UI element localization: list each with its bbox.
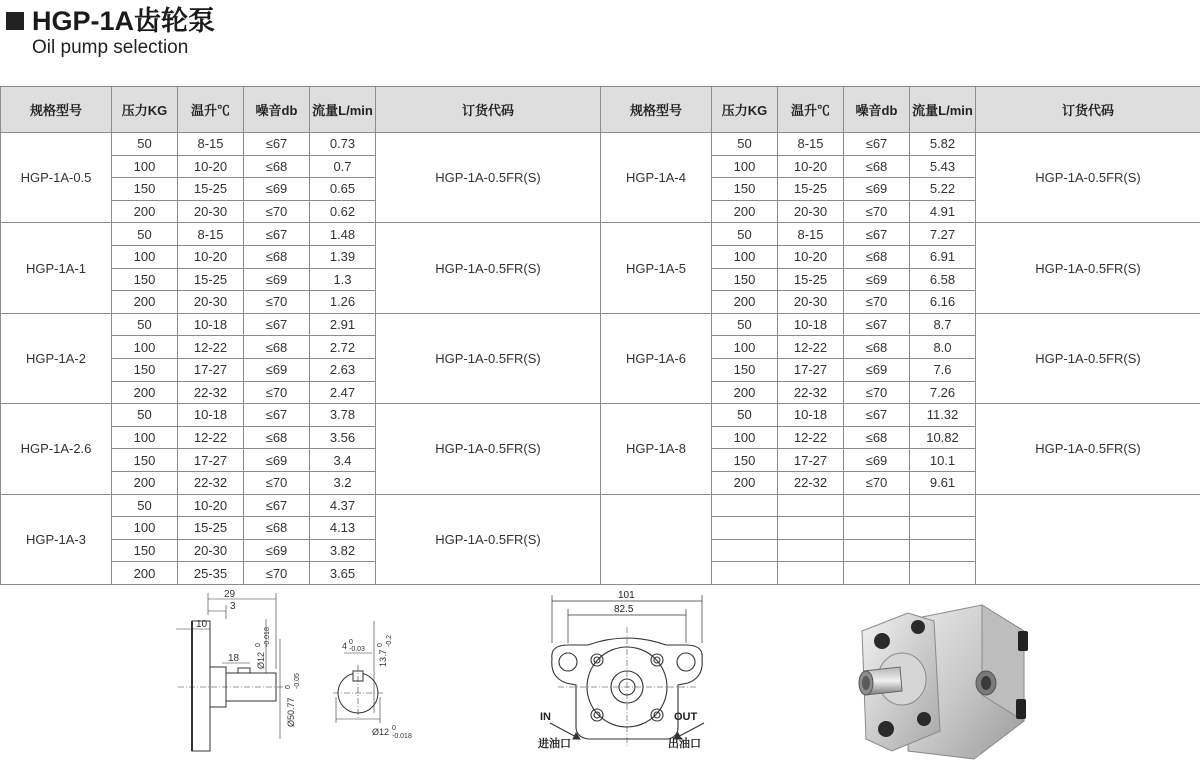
right-flow-cell: 11.32: [910, 404, 976, 427]
left-code-cell: HGP-1A-0.5FR(S): [376, 133, 601, 223]
right-pressure-cell: 100: [712, 245, 778, 268]
left-noise-cell: ≤70: [244, 200, 310, 223]
right-noise-cell: ≤70: [844, 381, 910, 404]
left-pressure-cell: 50: [112, 404, 178, 427]
right-noise-cell: [844, 539, 910, 562]
right-pressure-cell: 100: [712, 155, 778, 178]
right-pressure-cell: [712, 539, 778, 562]
right-pressure-cell: 200: [712, 291, 778, 314]
left-pressure-cell: 50: [112, 494, 178, 517]
left-temp-cell: 22-32: [178, 381, 244, 404]
side-view-drawing: [168, 589, 458, 769]
right-pressure-cell: 150: [712, 449, 778, 472]
right-pressure-cell: 150: [712, 358, 778, 381]
left-temp-cell: 25-35: [178, 562, 244, 585]
left-flow-cell: 3.78: [310, 404, 376, 427]
right-noise-cell: [844, 494, 910, 517]
right-pressure-cell: 100: [712, 426, 778, 449]
right-temp-cell: 17-27: [778, 358, 844, 381]
right-temp-cell: [778, 494, 844, 517]
left-model-cell: HGP-1A-2.6: [1, 404, 112, 494]
left-noise-cell: ≤67: [244, 494, 310, 517]
left-temp-cell: 15-25: [178, 178, 244, 201]
right-flow-cell: 5.82: [910, 133, 976, 156]
right-noise-cell: ≤70: [844, 200, 910, 223]
left-temp-cell: 10-20: [178, 155, 244, 178]
right-pressure-cell: 200: [712, 471, 778, 494]
left-flow-cell: 2.91: [310, 313, 376, 336]
key-width-tol-label: -0.03: [349, 646, 365, 653]
left-temp-cell: 17-27: [178, 358, 244, 381]
left-pressure-cell: 150: [112, 539, 178, 562]
left-noise-cell: ≤68: [244, 517, 310, 540]
table-body: [1, 133, 1200, 585]
dim-29-label: 29: [224, 589, 236, 600]
left-pressure-cell: 100: [112, 336, 178, 359]
left-pressure-cell: 200: [112, 200, 178, 223]
left-flow-cell: 1.48: [310, 223, 376, 246]
right-pressure-cell: [712, 562, 778, 585]
header-flow: 流量L/min: [310, 87, 376, 133]
right-flow-cell: 9.61: [910, 471, 976, 494]
left-flow-cell: 0.73: [310, 133, 376, 156]
right-model-cell: HGP-1A-4: [601, 133, 712, 223]
right-temp-cell: 10-20: [778, 245, 844, 268]
left-pressure-cell: 100: [112, 426, 178, 449]
left-code-cell: HGP-1A-0.5FR(S): [376, 223, 601, 313]
right-flow-cell: 5.22: [910, 178, 976, 201]
shaft-tol-top-label: 0: [255, 643, 262, 647]
header-noise: 噪音db: [244, 87, 310, 133]
right-noise-cell: ≤69: [844, 449, 910, 472]
left-noise-cell: ≤70: [244, 381, 310, 404]
left-noise-cell: ≤67: [244, 223, 310, 246]
header-order-code: 订货代码: [976, 87, 1200, 133]
out-port-label: OUT: [674, 711, 698, 723]
left-model-cell: HGP-1A-1: [1, 223, 112, 313]
left-code-cell: HGP-1A-0.5FR(S): [376, 404, 601, 494]
right-temp-cell: 22-32: [778, 381, 844, 404]
right-flow-cell: 7.27: [910, 223, 976, 246]
dim-3-label: 3: [230, 601, 236, 612]
left-temp-cell: 15-25: [178, 517, 244, 540]
key-height-tol-top-label: 0: [377, 643, 384, 647]
right-temp-cell: 12-22: [778, 336, 844, 359]
right-code-cell: HGP-1A-0.5FR(S): [976, 313, 1200, 403]
key-dia-tol-label: -0.018: [392, 733, 412, 740]
left-pressure-cell: 100: [112, 155, 178, 178]
pump-spec-table: [0, 86, 1200, 585]
right-temp-cell: 20-30: [778, 200, 844, 223]
left-noise-cell: ≤68: [244, 426, 310, 449]
left-noise-cell: ≤69: [244, 539, 310, 562]
left-noise-cell: ≤69: [244, 268, 310, 291]
right-code-cell: HGP-1A-0.5FR(S): [976, 404, 1200, 494]
right-flow-cell: [910, 517, 976, 540]
key-dia-label: Ø12: [372, 727, 389, 737]
dim-18-label: 18: [228, 653, 240, 664]
table-row: [1, 404, 1200, 427]
right-temp-cell: [778, 562, 844, 585]
right-noise-cell: ≤70: [844, 471, 910, 494]
right-flow-cell: [910, 494, 976, 517]
right-noise-cell: ≤69: [844, 268, 910, 291]
header-noise: 噪音db: [844, 87, 910, 133]
header-temp-rise: 温升℃: [778, 87, 844, 133]
right-flow-cell: 6.91: [910, 245, 976, 268]
right-temp-cell: [778, 539, 844, 562]
left-noise-cell: ≤69: [244, 449, 310, 472]
right-noise-cell: ≤67: [844, 223, 910, 246]
left-noise-cell: ≤68: [244, 245, 310, 268]
right-flow-cell: 6.58: [910, 268, 976, 291]
dim-101-label: 101: [618, 590, 635, 601]
key-dia-tol-top-label: 0: [392, 725, 396, 732]
right-noise-cell: ≤70: [844, 291, 910, 314]
right-pressure-cell: 50: [712, 313, 778, 336]
left-pressure-cell: 200: [112, 381, 178, 404]
left-temp-cell: 10-18: [178, 313, 244, 336]
right-noise-cell: ≤67: [844, 313, 910, 336]
left-flow-cell: 2.72: [310, 336, 376, 359]
pump-photo: [852, 591, 1036, 773]
right-code-cell: HGP-1A-0.5FR(S): [976, 223, 1200, 313]
in-port-label: IN: [540, 711, 551, 723]
left-pressure-cell: 150: [112, 449, 178, 472]
left-flow-cell: 1.39: [310, 245, 376, 268]
left-model-cell: HGP-1A-0.5: [1, 133, 112, 223]
right-temp-cell: 10-18: [778, 404, 844, 427]
left-noise-cell: ≤67: [244, 133, 310, 156]
left-noise-cell: ≤70: [244, 562, 310, 585]
left-pressure-cell: 50: [112, 223, 178, 246]
left-noise-cell: ≤70: [244, 291, 310, 314]
right-noise-cell: ≤69: [844, 178, 910, 201]
key-width-label: 4: [342, 641, 347, 651]
shaft-dia-label: Ø12: [256, 652, 266, 669]
left-flow-cell: 1.3: [310, 268, 376, 291]
left-flow-cell: 3.65: [310, 562, 376, 585]
right-pressure-cell: 100: [712, 336, 778, 359]
right-pressure-cell: [712, 494, 778, 517]
front-view-drawing: [528, 587, 728, 775]
right-pressure-cell: 50: [712, 404, 778, 427]
right-code-cell: HGP-1A-0.5FR(S): [976, 133, 1200, 223]
right-temp-cell: 15-25: [778, 178, 844, 201]
left-flow-cell: 4.13: [310, 517, 376, 540]
title-block: [6, 6, 215, 59]
right-code-cell: [976, 494, 1200, 584]
drawings-area: [0, 584, 1200, 777]
right-flow-cell: [910, 562, 976, 585]
right-noise-cell: ≤68: [844, 336, 910, 359]
right-temp-cell: 20-30: [778, 291, 844, 314]
right-temp-cell: 10-18: [778, 313, 844, 336]
left-flow-cell: 4.37: [310, 494, 376, 517]
left-pressure-cell: 100: [112, 517, 178, 540]
left-flow-cell: 0.7: [310, 155, 376, 178]
right-temp-cell: [778, 517, 844, 540]
left-flow-cell: 0.65: [310, 178, 376, 201]
right-pressure-cell: 200: [712, 381, 778, 404]
right-noise-cell: ≤68: [844, 426, 910, 449]
in-port-cn-label: 进油口: [537, 736, 571, 750]
left-temp-cell: 20-30: [178, 539, 244, 562]
right-flow-cell: 7.6: [910, 358, 976, 381]
right-noise-cell: ≤67: [844, 133, 910, 156]
right-temp-cell: 10-20: [778, 155, 844, 178]
right-flow-cell: 5.43: [910, 155, 976, 178]
right-model-cell: HGP-1A-6: [601, 313, 712, 403]
right-model-cell: HGP-1A-8: [601, 404, 712, 494]
right-noise-cell: ≤68: [844, 155, 910, 178]
left-flow-cell: 3.4: [310, 449, 376, 472]
header-model: 规格型号: [1, 87, 112, 133]
header-temp-rise: 温升℃: [178, 87, 244, 133]
table-row: [1, 494, 1200, 517]
right-temp-cell: 12-22: [778, 426, 844, 449]
table-row: [1, 133, 1200, 156]
left-flow-cell: 3.2: [310, 471, 376, 494]
left-pressure-cell: 150: [112, 178, 178, 201]
page-title: [6, 6, 215, 36]
out-port-cn-label: 出油口: [668, 736, 701, 750]
right-temp-cell: 8-15: [778, 133, 844, 156]
left-pressure-cell: 150: [112, 358, 178, 381]
left-temp-cell: 10-20: [178, 494, 244, 517]
right-pressure-cell: 150: [712, 268, 778, 291]
left-code-cell: HGP-1A-0.5FR(S): [376, 313, 601, 403]
right-flow-cell: 6.16: [910, 291, 976, 314]
right-flow-cell: 4.91: [910, 200, 976, 223]
table-row: [1, 313, 1200, 336]
left-temp-cell: 10-18: [178, 404, 244, 427]
right-noise-cell: ≤69: [844, 358, 910, 381]
right-model-cell: [601, 494, 712, 584]
left-code-cell: HGP-1A-0.5FR(S): [376, 494, 601, 584]
left-temp-cell: 17-27: [178, 449, 244, 472]
left-pressure-cell: 50: [112, 313, 178, 336]
left-noise-cell: ≤67: [244, 404, 310, 427]
right-temp-cell: 22-32: [778, 471, 844, 494]
right-model-cell: HGP-1A-5: [601, 223, 712, 313]
left-model-cell: HGP-1A-2: [1, 313, 112, 403]
left-pressure-cell: 100: [112, 245, 178, 268]
left-temp-cell: 10-20: [178, 245, 244, 268]
left-pressure-cell: 200: [112, 471, 178, 494]
page-title-text: HGP-1A齿轮泵: [32, 6, 215, 36]
right-flow-cell: 8.0: [910, 336, 976, 359]
table-row: [1, 223, 1200, 246]
header-flow: 流量L/min: [910, 87, 976, 133]
flange-dia-label: Ø50.77: [286, 697, 296, 727]
right-noise-cell: [844, 562, 910, 585]
right-flow-cell: 8.7: [910, 313, 976, 336]
left-temp-cell: 8-15: [178, 223, 244, 246]
right-temp-cell: 17-27: [778, 449, 844, 472]
left-flow-cell: 0.62: [310, 200, 376, 223]
right-pressure-cell: 50: [712, 133, 778, 156]
right-noise-cell: ≤67: [844, 404, 910, 427]
right-flow-cell: [910, 539, 976, 562]
left-pressure-cell: 150: [112, 268, 178, 291]
left-noise-cell: ≤68: [244, 155, 310, 178]
header-order-code: 订货代码: [376, 87, 601, 133]
dim-10-label: 10: [196, 619, 208, 630]
right-temp-cell: 8-15: [778, 223, 844, 246]
left-temp-cell: 20-30: [178, 200, 244, 223]
flange-tol-label: -0.05: [294, 673, 301, 689]
left-flow-cell: 2.63: [310, 358, 376, 381]
left-noise-cell: ≤69: [244, 358, 310, 381]
square-bullet-icon: [6, 12, 24, 30]
right-flow-cell: 7.26: [910, 381, 976, 404]
header-pressure: 压力KG: [112, 87, 178, 133]
right-pressure-cell: 150: [712, 178, 778, 201]
right-noise-cell: [844, 517, 910, 540]
key-height-tol-label: -0.2: [386, 635, 393, 647]
left-flow-cell: 3.82: [310, 539, 376, 562]
right-pressure-cell: 200: [712, 200, 778, 223]
header-pressure: 压力KG: [712, 87, 778, 133]
right-noise-cell: ≤68: [844, 245, 910, 268]
left-pressure-cell: 200: [112, 562, 178, 585]
left-pressure-cell: 50: [112, 133, 178, 156]
right-flow-cell: 10.82: [910, 426, 976, 449]
left-flow-cell: 1.26: [310, 291, 376, 314]
left-flow-cell: 3.56: [310, 426, 376, 449]
left-noise-cell: ≤69: [244, 178, 310, 201]
left-noise-cell: ≤68: [244, 336, 310, 359]
left-flow-cell: 2.47: [310, 381, 376, 404]
left-temp-cell: 12-22: [178, 336, 244, 359]
page-subtitle: Oil pump selection: [32, 37, 215, 59]
left-temp-cell: 20-30: [178, 291, 244, 314]
flange-tol-top-label: 0: [285, 685, 292, 689]
right-temp-cell: 15-25: [778, 268, 844, 291]
key-width-tol-top-label: 0: [349, 639, 353, 646]
left-pressure-cell: 200: [112, 291, 178, 314]
left-temp-cell: 22-32: [178, 471, 244, 494]
right-pressure-cell: [712, 517, 778, 540]
right-flow-cell: 10.1: [910, 449, 976, 472]
dim-82-5-label: 82.5: [614, 604, 634, 615]
header-model: 规格型号: [601, 87, 712, 133]
left-model-cell: HGP-1A-3: [1, 494, 112, 584]
left-noise-cell: ≤67: [244, 313, 310, 336]
right-pressure-cell: 50: [712, 223, 778, 246]
key-height-label: 13.7: [378, 649, 388, 667]
left-temp-cell: 15-25: [178, 268, 244, 291]
left-noise-cell: ≤70: [244, 471, 310, 494]
left-temp-cell: 12-22: [178, 426, 244, 449]
table-header-row: [1, 87, 1200, 133]
left-temp-cell: 8-15: [178, 133, 244, 156]
shaft-tol-label: -0.018: [264, 627, 271, 647]
